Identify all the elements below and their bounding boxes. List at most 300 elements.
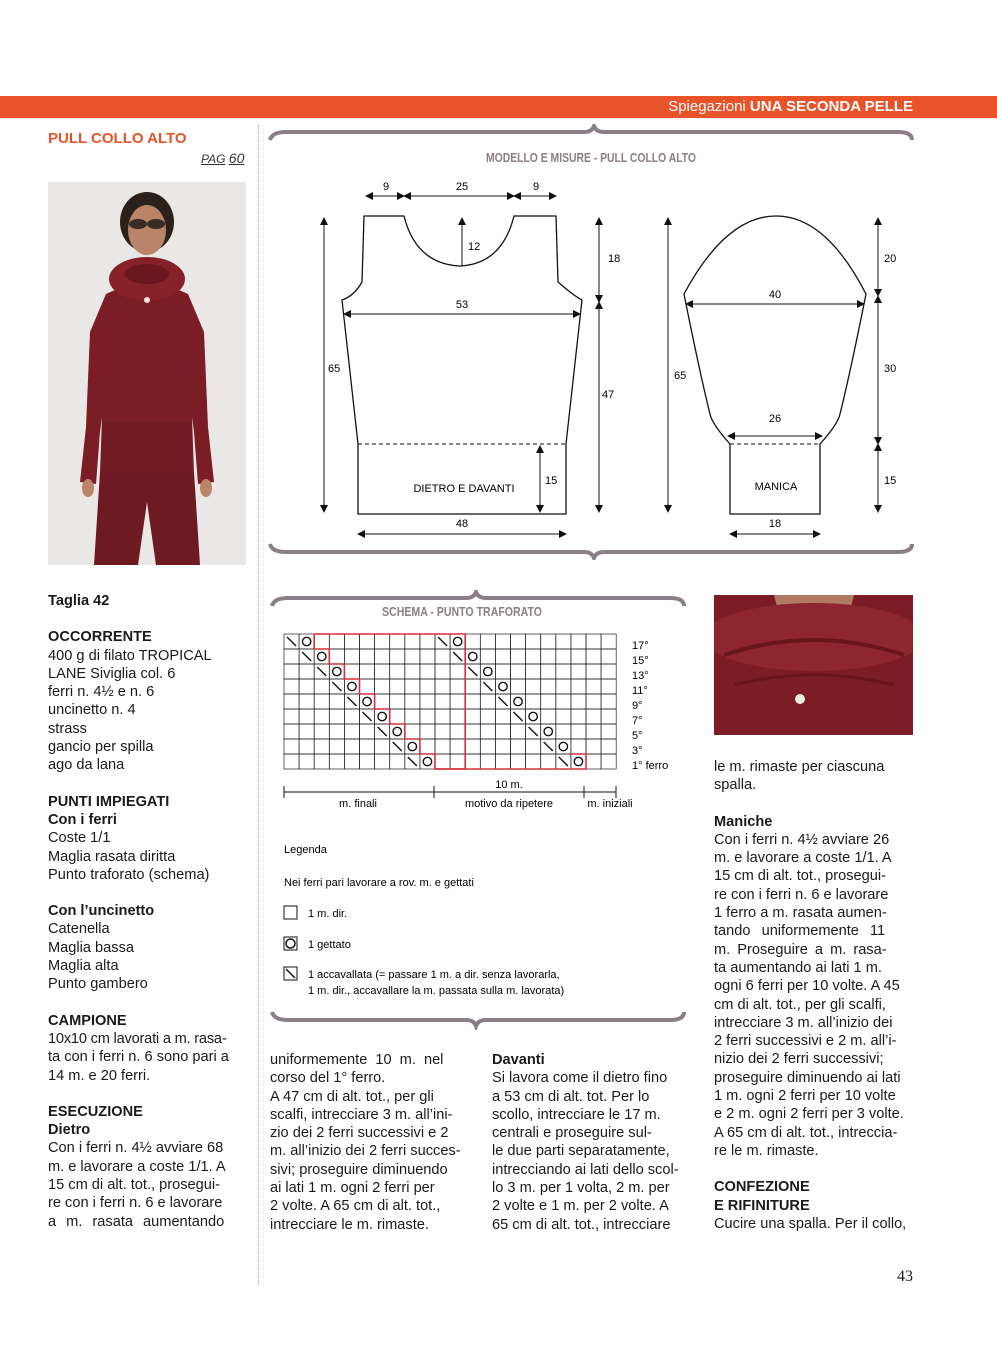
chart-slash-symbol: [332, 682, 341, 691]
chart-slash-symbol: [317, 667, 326, 676]
chart-cell: [299, 679, 314, 694]
chart-cell: [435, 724, 450, 739]
dim-side: 47: [602, 389, 615, 401]
chart-cell: [390, 649, 405, 664]
chart-circle-symbol: [559, 742, 567, 750]
chart-slash-symbol: [378, 727, 387, 736]
chart-cell: [556, 649, 571, 664]
chart-cell: [480, 694, 495, 709]
back-line: 15 cm di alt. tot., prosegui-: [48, 1177, 220, 1194]
chart-cell: [541, 649, 556, 664]
chart-cell: [435, 694, 450, 709]
chart-cell: [284, 739, 299, 754]
legend-text: 1 m. dir.: [308, 908, 348, 920]
chart-cell: [526, 709, 541, 724]
text-line: spalla.: [714, 777, 757, 794]
chart-circle-symbol: [348, 682, 356, 690]
chart-cell: [344, 664, 359, 679]
text-line: m. all’inizio dei 2 ferri succes-: [270, 1143, 461, 1160]
chart-cell: [420, 724, 435, 739]
text-line: a 53 cm di alt. tot. Per lo: [492, 1088, 650, 1105]
text-line: A 65 cm di alt. tot., intreccia-: [714, 1124, 898, 1141]
page-reference: PAG 60: [201, 150, 245, 166]
stitch-item: Maglia rasata diritta: [48, 848, 176, 865]
chart-cell: [511, 649, 526, 664]
chart-cell: [344, 754, 359, 769]
text-line: Si lavora come il dietro fino: [492, 1070, 668, 1087]
chart-circle-symbol: [363, 697, 371, 705]
legend-text: 1 gettato: [308, 939, 351, 951]
chart-cell: [480, 664, 495, 679]
body-label: DIETRO E DAVANTI: [413, 483, 515, 495]
text-line: Cucire una spalla. Per il collo,: [714, 1215, 907, 1232]
chart-slash-symbol: [468, 667, 477, 676]
pattern-title: PULL COLLO ALTO: [48, 130, 187, 147]
chart-cell: [526, 694, 541, 709]
chart-cell: [405, 679, 420, 694]
text-line: 1 ferro a m. rasata aumen-: [714, 905, 887, 922]
chart-cell: [526, 634, 541, 649]
chart-cell: [344, 634, 359, 649]
chart-cell: [511, 664, 526, 679]
chart-cell: [511, 754, 526, 769]
row-label: 1° ferro: [632, 760, 669, 772]
front-column: [492, 1051, 692, 1234]
chart-cell: [344, 709, 359, 724]
chart-cell: [420, 634, 435, 649]
chart-cell: [465, 694, 480, 709]
chart-cell: [511, 724, 526, 739]
text-line: re le m. rimaste.: [714, 1142, 819, 1159]
chart-cell: [586, 709, 601, 724]
chart-circle-symbol: [453, 637, 461, 645]
chart-cell: [541, 724, 556, 739]
text-line: le m. rimaste per ciascuna: [714, 759, 885, 775]
chart-cell: [360, 754, 375, 769]
chart-circle-symbol: [333, 667, 341, 675]
text-line: A 47 cm di alt. tot., per gli: [270, 1088, 434, 1105]
chart-cell: [480, 724, 495, 739]
chart-cell: [526, 739, 541, 754]
chart-cell: [375, 694, 390, 709]
model-photo: [48, 182, 246, 565]
text-line: intrecciare le m. rimaste.: [270, 1216, 429, 1233]
chart-slash-symbol: [302, 652, 311, 661]
text-line: m. e lavorare a coste 1/1. A: [714, 850, 892, 867]
chart-cell: [556, 724, 571, 739]
chart-cell: [526, 649, 541, 664]
materials-heading: OCCORRENTE: [48, 629, 152, 646]
back-line: re con i ferri n. 6 e lavorare: [48, 1195, 223, 1212]
chart-slash-symbol: [347, 697, 356, 706]
chart-cell: [405, 664, 420, 679]
chart-cell: [495, 724, 510, 739]
chart-cell: [465, 739, 480, 754]
text-line: intrecciare 3 m. all’inizio dei: [714, 1014, 893, 1031]
dim-chest: 53: [455, 299, 469, 311]
chart-label-final: m. finali: [339, 798, 377, 810]
stitches-heading: PUNTI IMPIEGATI: [48, 793, 170, 810]
legend-square-icon: [284, 906, 297, 919]
chart-cell: [556, 739, 571, 754]
materials-line: LANE Siviglia col. 6: [48, 665, 176, 682]
chart-slash-symbol: [498, 697, 507, 706]
chart-cell: [299, 709, 314, 724]
chart-cell: [329, 649, 344, 664]
text-line: scollo, intrecciare le 17 m.: [492, 1106, 661, 1123]
text-line: re con i ferri n. 6 e lavorare: [714, 886, 889, 903]
chart-cell: [284, 649, 299, 664]
dim-rib: 15: [545, 475, 558, 487]
legend-text: 1 accavallata (= passare 1 m. a dir. senza lavorarla,: [308, 969, 560, 981]
chart-cell: [495, 709, 510, 724]
chart-cell: [360, 739, 375, 754]
chart-cell: [495, 739, 510, 754]
back-line: m. e lavorare a coste 1/1. A: [48, 1158, 226, 1175]
chart-cell: [360, 679, 375, 694]
chart-slash-symbol: [559, 757, 568, 766]
chart-circle-symbol: [574, 757, 582, 765]
chart-cell: [314, 754, 329, 769]
legend-circle-icon: [286, 939, 295, 948]
chart-cell: [420, 664, 435, 679]
chart-cell: [420, 709, 435, 724]
chart-cell: [375, 739, 390, 754]
chart-cell: [299, 754, 314, 769]
chart-cell: [541, 664, 556, 679]
chart-cell: [541, 679, 556, 694]
text-line: 2 volte. A 65 cm di alt. tot.,: [270, 1198, 441, 1215]
chart-cell: [450, 754, 465, 769]
gauge-line: 10x10 cm lavorati a m. rasa-: [48, 1030, 227, 1047]
chart-cell: [390, 664, 405, 679]
chart-cell: [556, 679, 571, 694]
chart-cell: [390, 754, 405, 769]
text-line: tando uniformemente 11: [714, 923, 886, 940]
chart-cell: [375, 649, 390, 664]
chart-cell: [586, 679, 601, 694]
dim-neck-depth: 12: [468, 241, 481, 253]
stitch-chart: [266, 590, 690, 1030]
chart-cell: [601, 679, 616, 694]
chart-cell: [571, 679, 586, 694]
chart-cell: [420, 739, 435, 754]
chart-cell: [450, 664, 465, 679]
back-heading: Dietro: [48, 1122, 91, 1139]
chart-cell: [344, 649, 359, 664]
chart-cell: [299, 739, 314, 754]
chart-cell: [435, 649, 450, 664]
chart-cell: [465, 634, 480, 649]
chart-slash-symbol: [408, 757, 417, 766]
chart-cell: [314, 709, 329, 724]
chart-slash-symbol: [393, 742, 402, 751]
dim-neck-width: 25: [455, 181, 469, 193]
chart-slash-symbol: [438, 637, 447, 646]
chart-circle-symbol: [302, 637, 310, 645]
chart-cell: [480, 709, 495, 724]
chart-slash-symbol: [514, 712, 523, 721]
chart-cell: [360, 634, 375, 649]
chart-cell: [526, 679, 541, 694]
legend-text: 1 m. dir., accavallare la m. passata sulla m. lavorata): [308, 985, 565, 997]
chart-cell: [344, 739, 359, 754]
chart-cell: [435, 664, 450, 679]
materials-line: strass: [48, 720, 87, 737]
chart-cell: [329, 724, 344, 739]
chart-cell: [390, 679, 405, 694]
sleeve-outline: [684, 216, 866, 514]
chart-cell: [299, 724, 314, 739]
text-line: 2 volte e 1 m. per 2 volte. A: [492, 1198, 669, 1215]
chart-cell: [375, 664, 390, 679]
chart-slash-symbol: [544, 742, 553, 751]
chart-cell: [495, 649, 510, 664]
chart-label-initial: m. iniziali: [587, 798, 633, 810]
text-line: corso del 1° ferro.: [270, 1070, 386, 1087]
front-heading: Davanti: [492, 1052, 545, 1068]
chart-cell: [360, 664, 375, 679]
chart-circle-symbol: [529, 712, 537, 720]
chart-cell: [601, 694, 616, 709]
chart-cell: [601, 649, 616, 664]
text-line: le due parti separatamente,: [492, 1143, 670, 1160]
chart-cell: [601, 754, 616, 769]
chart-cell: [541, 709, 556, 724]
chart-cell: [405, 709, 420, 724]
crochet-heading: Con l’uncinetto: [48, 903, 155, 920]
chart-cell: [360, 649, 375, 664]
dim-armhole: 18: [608, 253, 621, 265]
text-line: uniformemente 10 m. nel: [270, 1052, 444, 1068]
stitch-item: Coste 1/1: [48, 830, 111, 847]
chart-cell: [375, 709, 390, 724]
chart-cell: [511, 694, 526, 709]
chart-cell: [541, 694, 556, 709]
collar-detail-photo: [714, 595, 913, 735]
materials-line: uncinetto n. 4: [48, 702, 136, 719]
chart-slash-symbol: [529, 727, 538, 736]
gauge-heading: CAMPIONE: [48, 1012, 127, 1029]
chart-cell: [511, 634, 526, 649]
chart-cell: [571, 724, 586, 739]
chart-cell: [435, 709, 450, 724]
chart-cell: [450, 694, 465, 709]
chart-cell: [405, 634, 420, 649]
dim-sleeve-rib: 15: [884, 475, 897, 487]
dim-shoulder-right: 9: [532, 181, 540, 193]
chart-cell: [329, 739, 344, 754]
legend-title: Legenda: [284, 844, 327, 856]
chart-cell: [586, 739, 601, 754]
chart-cell: [601, 739, 616, 754]
chart-cell: [284, 679, 299, 694]
dim-bottom: 48: [455, 518, 469, 530]
materials-line: ago da lana: [48, 757, 125, 774]
chart-cell: [360, 724, 375, 739]
chart-cell: [571, 649, 586, 664]
chart-cell: [314, 694, 329, 709]
chart-cell: [344, 679, 359, 694]
chart-cell: [329, 634, 344, 649]
finishing-heading-2: E RIFINITURE: [714, 1197, 810, 1214]
chart-cell: [601, 664, 616, 679]
chart-cell: [405, 739, 420, 754]
chart-circle-symbol: [544, 727, 552, 735]
chart-cell: [601, 724, 616, 739]
chart-cell: [495, 754, 510, 769]
chart-cell: [526, 754, 541, 769]
dim-sleeve-height: 65: [674, 370, 687, 382]
stitch-item: Maglia alta: [48, 958, 119, 975]
row-label: 11°: [632, 685, 648, 697]
chart-cell: [344, 724, 359, 739]
dim-cap: 20: [884, 253, 897, 265]
chart-cell: [405, 649, 420, 664]
chart-cell: [390, 694, 405, 709]
header-text: Spiegazioni UNA SECONDA PELLE: [668, 98, 913, 115]
chart-cell: [465, 679, 480, 694]
chart-cell: [390, 724, 405, 739]
materials-line: ferri n. 4½ e n. 6: [48, 684, 155, 701]
chart-cell: [284, 664, 299, 679]
chart-cell: [556, 709, 571, 724]
chart-circle-symbol: [393, 727, 401, 735]
chart-cell: [495, 664, 510, 679]
text-line: proseguire diminuendo ai lati: [714, 1069, 901, 1086]
chart-cell: [586, 724, 601, 739]
chart-circle-symbol: [318, 652, 326, 660]
gauge-line: ta con i ferri n. 6 sono pari a: [48, 1049, 229, 1066]
stitch-item: Catenella: [48, 921, 110, 938]
row-label: 13°: [632, 670, 649, 682]
text-line: nizio dei 2 ferri successivi;: [714, 1051, 884, 1068]
chart-cell: [375, 679, 390, 694]
chart-cell: [450, 634, 465, 649]
chart-cell: [329, 709, 344, 724]
chart-cell: [435, 739, 450, 754]
text-line: scalfi, intrecciare 3 m. all’ini-: [270, 1106, 453, 1123]
chart-cell: [586, 754, 601, 769]
chart-cell: [420, 694, 435, 709]
chart-cell: [601, 634, 616, 649]
chart-cell: [405, 724, 420, 739]
chart-cell: [299, 634, 314, 649]
chart-cell: [435, 679, 450, 694]
text-line: 1 m. ogni 2 ferri per 10 volte: [714, 1088, 896, 1105]
size-label: Taglia 42: [48, 593, 110, 609]
chart-cell: [495, 679, 510, 694]
column-divider: [258, 125, 259, 1285]
text-line: cm di alt. tot., per gli scalfi,: [714, 996, 886, 1013]
row-label: 7°: [632, 715, 643, 727]
chart-cell: [571, 709, 586, 724]
chart-cell: [571, 664, 586, 679]
chart-cell: [480, 739, 495, 754]
chart-cell: [329, 754, 344, 769]
chart-cell: [375, 634, 390, 649]
text-line: zio dei 2 ferri successivi e 2: [270, 1125, 449, 1142]
chart-cell: [314, 724, 329, 739]
chart-cell: [556, 694, 571, 709]
chart-cell: [435, 754, 450, 769]
text-line: ta aumentando ai lati 1 m.: [714, 959, 882, 976]
chart-cell: [511, 739, 526, 754]
chart-cell: [586, 664, 601, 679]
row-label: 9°: [632, 700, 643, 712]
chart-cell: [511, 679, 526, 694]
chart-cell: [571, 739, 586, 754]
finishing-heading: CONFEZIONE: [714, 1179, 810, 1196]
chart-circle-symbol: [423, 757, 431, 765]
chart-cell: [571, 694, 586, 709]
chart-cell: [465, 724, 480, 739]
legend-slash-icon: [286, 969, 295, 978]
chart-cell: [420, 679, 435, 694]
chart-cell: [541, 754, 556, 769]
chart-cell: [284, 754, 299, 769]
chart-cell: [480, 649, 495, 664]
text-line: m. Proseguire a m. rasa-: [714, 941, 887, 958]
chart-cell: [314, 679, 329, 694]
back-line: a m. rasata aumentando: [48, 1213, 225, 1230]
page-number: 43: [897, 1268, 913, 1285]
chart-grid: [284, 634, 616, 769]
materials-line: 400 g di filato TROPICAL: [48, 647, 212, 664]
chart-cell: [571, 754, 586, 769]
right-column: [714, 758, 914, 1233]
legend-note: Nei ferri pari lavorare a rov. m. e gettati: [284, 877, 474, 889]
text-line: e 2 m. ogni 2 ferri per 3 volte.: [714, 1106, 904, 1123]
chart-slash-symbol: [483, 682, 492, 691]
chart-cell: [450, 724, 465, 739]
sleeves-heading: Maniche: [714, 813, 773, 830]
needles-heading: Con i ferri: [48, 811, 117, 828]
chart-cell: [571, 634, 586, 649]
row-label: 3°: [632, 745, 643, 757]
chart-cell: [314, 634, 329, 649]
stitch-item: Punto traforato (schema): [48, 866, 210, 883]
chart-cell: [465, 709, 480, 724]
text-line: 2 ferri successivi e 2 m. all’i-: [714, 1033, 897, 1050]
chart-cell: [314, 739, 329, 754]
stitch-item: Maglia bassa: [48, 939, 134, 956]
chart-slash-symbol: [363, 712, 372, 721]
text-line: sivi; proseguire diminuendo: [270, 1161, 448, 1178]
gauge-line: 14 m. e 20 ferri.: [48, 1067, 151, 1084]
chart-cell: [390, 634, 405, 649]
chart-cell: [390, 709, 405, 724]
chart-slash-symbol: [287, 637, 296, 646]
chart-circle-symbol: [499, 682, 507, 690]
chart-cell: [556, 634, 571, 649]
text-line: lo 3 m. per 1 volta, 2 m. per: [492, 1180, 670, 1197]
dim-shoulder-left: 9: [382, 181, 390, 193]
back-line: Con i ferri n. 4½ avviare 68: [48, 1140, 224, 1157]
left-column: [48, 592, 248, 1231]
text-line: Con i ferri n. 4½ avviare 26: [714, 831, 890, 848]
chart-cell: [284, 694, 299, 709]
chart-label-repeat: motivo da ripetere: [464, 798, 554, 810]
chart-cell: [284, 709, 299, 724]
chart-circle-symbol: [378, 712, 386, 720]
repeat-label: 10 m.: [495, 779, 523, 791]
chart-cell: [465, 754, 480, 769]
dim-body-height: 65: [328, 363, 341, 375]
chart-cell: [465, 649, 480, 664]
chart-cell: [299, 694, 314, 709]
chart-cell: [480, 754, 495, 769]
